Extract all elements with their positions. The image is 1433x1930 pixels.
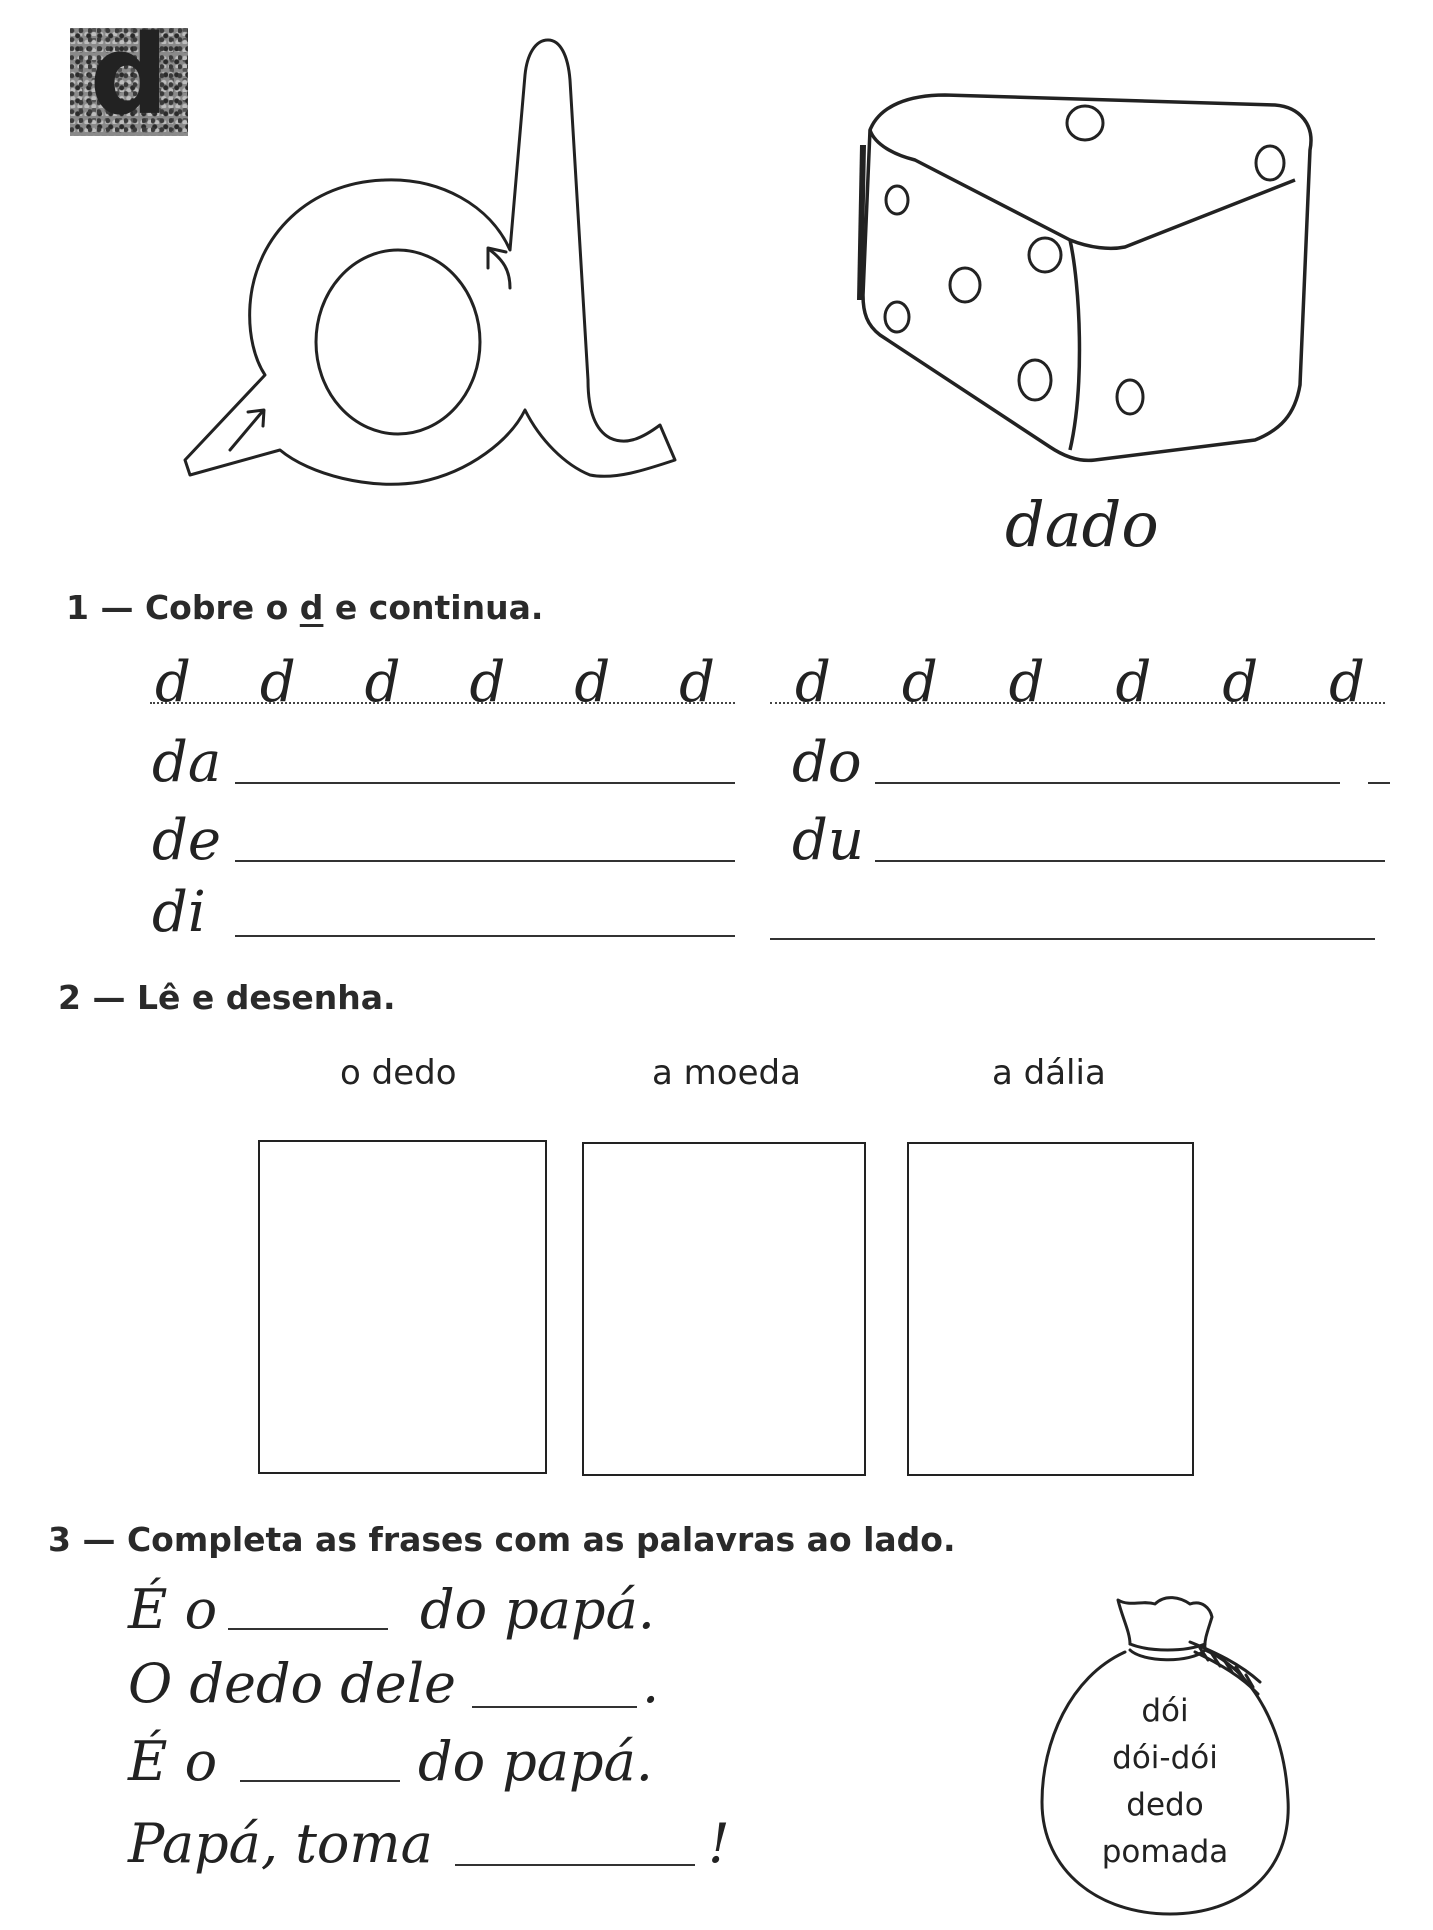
trace-letter: d (679, 650, 715, 715)
trace-letter: d (1222, 650, 1259, 715)
label-a-moeda: a moeda (652, 1053, 801, 1093)
sentence-3-after: do papá. (418, 1730, 653, 1793)
writing-line-blank-right[interactable] (770, 938, 1375, 940)
trace-letter: d (574, 650, 611, 715)
tracing-letter-d-illustration (170, 20, 710, 500)
writing-line-du[interactable] (875, 860, 1385, 862)
writing-line-de[interactable] (235, 860, 735, 862)
dice-caption: dado (1005, 488, 1159, 561)
sentence-3-blank[interactable] (240, 1780, 400, 1782)
section-1-title-letter: d (299, 588, 324, 627)
drawing-box-moeda[interactable] (582, 1142, 866, 1476)
syllable-do: do (792, 730, 862, 795)
syllable-de: de (152, 808, 221, 873)
trace-letters-left (155, 650, 715, 715)
sentence-1-blank[interactable] (228, 1628, 388, 1630)
trace-letter: d (155, 650, 191, 715)
label-a-dalia: a dália (992, 1053, 1106, 1093)
label-o-dedo: o dedo (340, 1053, 457, 1093)
trace-letter: d (469, 650, 506, 715)
section-3-heading: 3 — Completa as frases com as palavras ao lado. (48, 1520, 956, 1559)
sentence-4-after: ! (708, 1812, 730, 1875)
trace-letters-right (795, 650, 1365, 715)
section-1-number: 1 — (66, 588, 134, 627)
sentence-2-after: . (642, 1652, 660, 1715)
section-2-heading: 2 — Lê e desenha. (58, 978, 396, 1017)
badge-letter: d (89, 11, 169, 139)
trace-letter: d (795, 650, 831, 715)
sentence-2-before: O dedo dele (128, 1652, 456, 1715)
sentence-4-before: Papá, toma (128, 1812, 433, 1875)
syllable-da: da (152, 730, 222, 795)
writing-line-da[interactable] (235, 782, 735, 784)
word-bag-list (1060, 1688, 1270, 1876)
trace-letter: d (1115, 650, 1152, 715)
bag-word-dedo: dedo (1126, 1787, 1204, 1823)
trace-letter: d (1329, 650, 1365, 715)
drawing-box-dedo[interactable] (258, 1140, 547, 1474)
bag-word-pomada: pomada (1101, 1834, 1229, 1870)
writing-line-di[interactable] (235, 935, 735, 937)
sentence-1-after: do papá. (420, 1578, 655, 1641)
writing-line-do-end (1368, 782, 1390, 784)
syllable-du: du (792, 808, 864, 873)
sentence-4-blank[interactable] (455, 1864, 695, 1866)
section-1-heading (66, 588, 543, 627)
trace-letter: d (364, 650, 401, 715)
sentence-2-blank[interactable] (472, 1706, 637, 1708)
writing-line-do[interactable] (875, 782, 1340, 784)
sentence-1-before: É o (128, 1578, 218, 1641)
section-1-title-after: e continua. (334, 588, 544, 627)
dice-illustration (855, 85, 1335, 470)
trace-letter: d (1008, 650, 1045, 715)
sentence-3-before: É o (128, 1730, 218, 1793)
trace-letter: d (259, 650, 296, 715)
bag-word-doi-doi: dói-dói (1112, 1740, 1218, 1776)
syllable-di: di (152, 880, 206, 945)
drawing-box-dalia[interactable] (907, 1142, 1194, 1476)
trace-letter: d (901, 650, 938, 715)
section-1-title-before: Cobre o (144, 588, 289, 627)
bag-word-doi: dói (1141, 1693, 1189, 1729)
